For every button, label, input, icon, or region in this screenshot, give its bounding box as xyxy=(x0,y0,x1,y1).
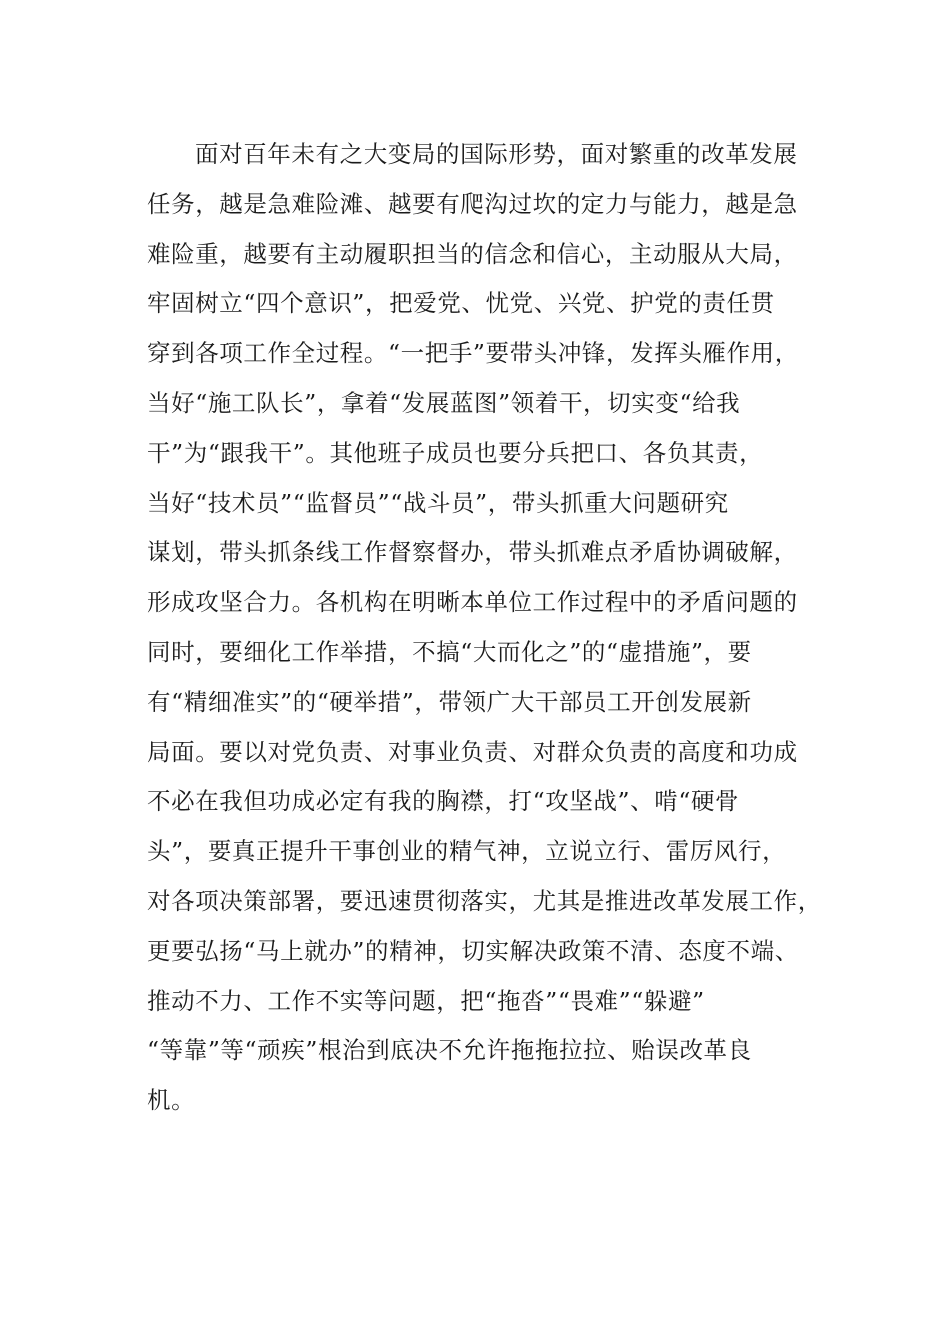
paragraph-line: 形成攻坚合力。各机构在明晰本单位工作过程中的矛盾问题的 xyxy=(147,588,798,617)
paragraph-line: 同时，要细化工作举措，不搞“大而化之”的“虚措施”，要 xyxy=(147,637,752,666)
paragraph-line: 更要弘扬“马上就办”的精神，切实解决政策不清、态度不端、 xyxy=(147,936,799,965)
paragraph-line: “等靠”等“顽疾”根治到底决不允许拖拖拉拉、贻误改革良 xyxy=(147,1036,752,1065)
paragraph-line: 面对百年未有之大变局的国际形势，面对繁重的改革发展 xyxy=(195,140,798,168)
paragraph-line: 当好“施工队长”，拿着“发展蓝图”领着干，切实变“给我 xyxy=(147,388,741,417)
paragraph-line: 推动不力、工作不实等问题，把“拖沓”“畏难”“躲避” xyxy=(147,986,705,1015)
paragraph-line: 干”为“跟我干”。其他班子成员也要分兵把口、各负其责， xyxy=(147,438,764,467)
paragraph-line: 对各项决策部署，要迅速贯彻落实，尤其是推进改革发展工作， xyxy=(147,886,822,915)
paragraph-line: 牢固树立“四个意识”，把爱党、忧党、兴党、护党的责任贯 xyxy=(147,289,775,318)
paragraph-line: 任务，越是急难险滩、越要有爬沟过坎的定力与能力，越是急 xyxy=(147,189,798,218)
paragraph-line: 头”，要真正提升干事创业的精气神，立说立行、雷厉风行， xyxy=(147,837,787,866)
body-paragraph xyxy=(147,130,822,1126)
paragraph-line: 谋划，带头抓条线工作督察督办，带头抓难点矛盾协调破解， xyxy=(147,538,798,567)
paragraph-line: 难险重，越要有主动履职担当的信念和信心，主动服从大局， xyxy=(147,239,798,268)
paragraph-line: 不必在我但功成必定有我的胸襟，打“攻坚战”、啃“硬骨 xyxy=(147,787,740,816)
paragraph-line: 机。 xyxy=(147,1086,196,1115)
paragraph-line: 穿到各项工作全过程。“一把手”要带头冲锋，发挥头雁作用， xyxy=(147,339,799,368)
paragraph-line: 有“精细准实”的“硬举措”，带领广大干部员工开创发展新 xyxy=(147,687,752,716)
paragraph-line: 当好“技术员”“监督员”“战斗员”，带头抓重大问题研究 xyxy=(147,488,729,517)
paragraph-line: 局面。要以对党负责、对事业负责、对群众负责的高度和功成 xyxy=(147,737,798,766)
